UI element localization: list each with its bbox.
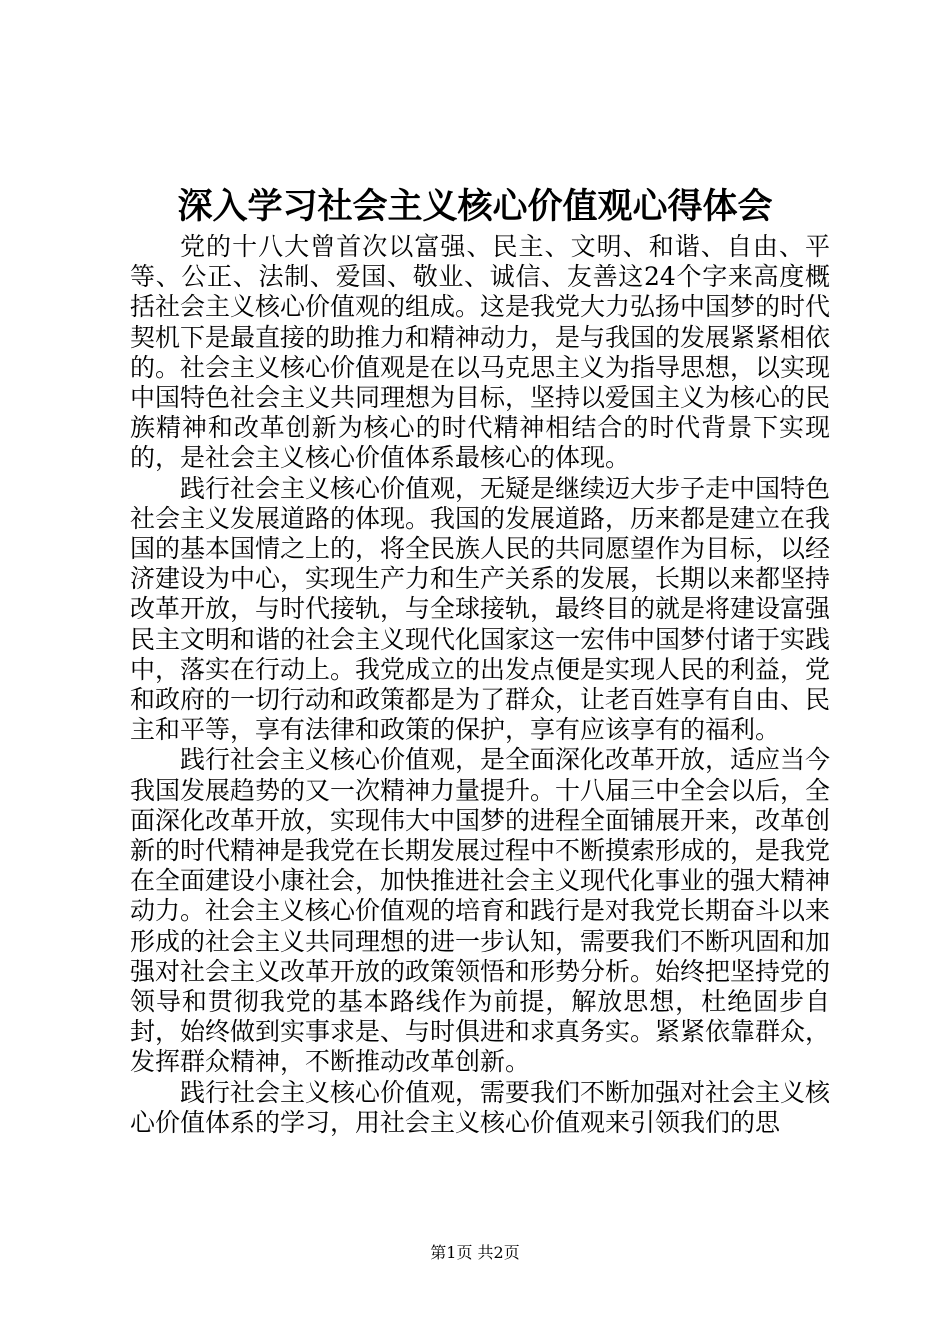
paragraph-3: 践行社会主义核心价值观，是全面深化改革开放，适应当今我国发展趋势的又一次精神力量提升。十八届三中全会以后，全面深化改革开放，实现伟大中国梦的进程全面铺展开来，改革创新的时代精神是我党在长期发展过程中不断摸索形成的，是我党在全面建设小康社会，加快推进社会主义现代化事业的强大精神动力。社会主义核心价值观的培育和践行是对我党长期奋斗以来形成的社会主义共同理想的进一步认知，需要我们不断巩固和加强对社会主义改革开放的政策领悟和形势分析。始终把坚持党的领导和贯彻我党的基本路线作为前提，解放思想，杜绝固步自封，始终做到实事求是、与时俱进和求真务实。紧紧依靠群众，发挥群众精神，不断推动改革创新。: [130, 745, 831, 1077]
paragraph-4: 践行社会主义核心价值观，需要我们不断加强对社会主义核心价值体系的学习，用社会主义核心价值观来引领我们的思: [130, 1077, 831, 1137]
document-title: 深入学习社会主义核心价值观心得体会: [177, 186, 773, 227]
document-body: [130, 232, 830, 1138]
page-footer: 第1页 共2页: [430, 1243, 520, 1262]
paragraph-1: 党的十八大曾首次以富强、民主、文明、和谐、自由、平等、公正、法制、爱国、敬业、诚信、友善这24个字来高度概括社会主义核心价值观的组成。这是我党大力弘扬中国梦的时代契机下是最直接的助推力和精神动力，是与我国的发展紧紧相依的。社会主义核心价值观是在以马克思主义为指导思想，以实现中国特色社会主义共同理想为目标，坚持以爱国主义为核心的民族精神和改革创新为核心的时代精神相结合的时代背景下实现的，是社会主义核心价值体系最核心的体现。: [130, 232, 831, 473]
paragraph-2: 践行社会主义核心价值观，无疑是继续迈大步子走中国特色社会主义发展道路的体现。我国的发展道路，历来都是建立在我国的基本国情之上的，将全民族人民的共同愿望作为目标，以经济建设为中心，实现生产力和生产关系的发展，长期以来都坚持改革开放，与时代接轨，与全球接轨，最终目的就是将建设富强民主文明和谐的社会主义现代化国家这一宏伟中国梦付诸于实践中，落实在行动上。我党成立的出发点便是实现人民的利益，党和政府的一切行动和政策都是为了群众，让老百姓享有自由、民主和平等，享有法律和政策的保护，享有应该享有的福利。: [130, 473, 831, 745]
